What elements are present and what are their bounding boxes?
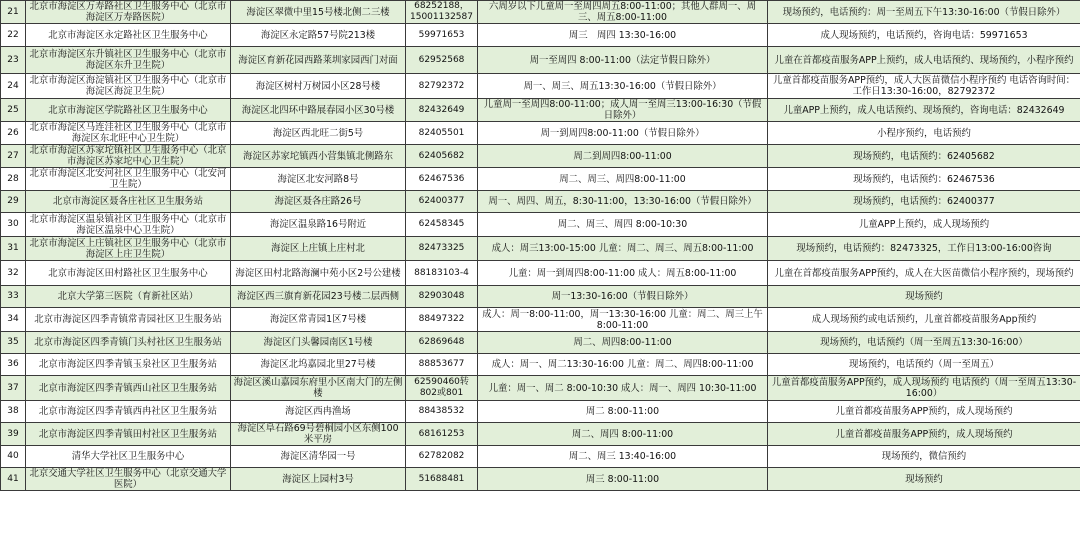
institution-name-cell: 清华大学社区卫生服务中心 [26,446,231,468]
institution-name-cell: 北京市海淀区四季青镇西冉社区卫生服务站 [26,401,231,423]
service-time-cell: 周二、周四 8:00-11:00 [478,423,768,446]
appointment-method-cell: 现场预约 [768,286,1080,308]
phone-cell: 62467536 [406,168,478,191]
institution-name-cell: 北京市海淀区田村路社区卫生服务中心 [26,261,231,286]
institution-name-cell: 北京市海淀区四季青镇门头村社区卫生服务站 [26,332,231,354]
address-cell: 海淀区西北旺二街5号 [231,122,406,145]
address-cell: 海淀区田村北路海澜中苑小区2号公建楼 [231,261,406,286]
institution-name-cell: 北京市海淀区万寿路社区卫生服务中心（北京市海淀区万寿路医院） [26,1,231,24]
table-body [1,1,1080,491]
table-row [1,191,1080,213]
phone-cell: 68161253 [406,423,478,446]
phone-cell: 82432649 [406,99,478,122]
row-number-cell: 40 [1,446,26,468]
institution-name-cell: 北京市海淀区海淀镇社区卫生服务中心（北京市海淀区海淀卫生院） [26,74,231,99]
table-row [1,122,1080,145]
address-cell: 海淀区西三旗育新花园23号楼二层西侧 [231,286,406,308]
phone-cell: 88183103-4 [406,261,478,286]
table-row [1,145,1080,168]
row-number-cell: 33 [1,286,26,308]
phone-cell: 62952568 [406,47,478,74]
service-time-cell: 儿童：周一、周二 8:00-10:30 成人：周一、周四 10:30-11:00 [478,376,768,401]
appointment-method-cell: 现场预约 [768,468,1080,491]
service-time-cell: 周一、周四、周五，8:30-11:00，13:30-16:00（节假日除外） [478,191,768,213]
address-cell: 海淀区育新花园西路莱圳家园西门对面 [231,47,406,74]
table-row [1,376,1080,401]
row-number-cell: 34 [1,308,26,332]
appointment-method-cell: 儿童首都疫苗服务APP预约，成人大医苗微信小程序预约 电话咨询时间：工作日13:30-16:00，82792372 [768,74,1080,99]
row-number-cell: 30 [1,213,26,237]
table-row [1,446,1080,468]
phone-cell: 82473325 [406,237,478,261]
row-number-cell: 29 [1,191,26,213]
appointment-method-cell: 成人现场预约或电话预约，儿童首都疫苗服务App预约 [768,308,1080,332]
appointment-method-cell: 现场预约，电话预约（周一至周五） [768,354,1080,376]
service-time-cell: 儿童周一至周四8:00-11:00；成人周一至周三13:00-16:30（节假日除外） [478,99,768,122]
appointment-method-cell: 儿童首都疫苗服务APP预约，成人现场预约 [768,423,1080,446]
institution-name-cell: 北京市海淀区永定路社区卫生服务中心 [26,24,231,47]
address-cell: 海淀区西冉渔场 [231,401,406,423]
institution-name-cell: 北京市海淀区四季青镇玉泉社区卫生服务站 [26,354,231,376]
row-number-cell: 31 [1,237,26,261]
address-cell: 海淀区常青园1区7号楼 [231,308,406,332]
service-time-cell: 周一13:30-16:00（节假日除外） [478,286,768,308]
row-number-cell: 23 [1,47,26,74]
service-time-cell: 成人：周三13:00-15:00 儿童：周二、周三、周五8:00-11:00 [478,237,768,261]
address-cell: 海淀区树村万树园小区28号楼 [231,74,406,99]
address-cell: 海淀区永定路57号院213楼 [231,24,406,47]
institution-name-cell: 北京市海淀区四季青镇常青园社区卫生服务站 [26,308,231,332]
service-time-cell: 周二、周三、周四 8:00-10:30 [478,213,768,237]
address-cell: 海淀区北坞嘉园北里27号楼 [231,354,406,376]
phone-cell: 62405682 [406,145,478,168]
phone-cell: 62458345 [406,213,478,237]
service-time-cell: 周一、周三、周五13:30-16:00（节假日除外） [478,74,768,99]
phone-cell: 68252188，15001132587 [406,1,478,24]
service-time-cell: 成人：周一8:00-11:00，周一13:30-16:00 儿童：周二、周三上午8:00-11:00 [478,308,768,332]
service-time-cell: 周二、周三、周四8:00-11:00 [478,168,768,191]
service-time-cell: 成人：周一、周二13:30-16:00 儿童：周二、周四8:00-11:00 [478,354,768,376]
row-number-cell: 24 [1,74,26,99]
row-number-cell: 39 [1,423,26,446]
phone-cell: 59971653 [406,24,478,47]
phone-cell: 62782082 [406,446,478,468]
appointment-method-cell: 现场预约，电话预约：82473325，工作日13:00-16:00咨询 [768,237,1080,261]
table-row [1,168,1080,191]
address-cell: 海淀区阜石路69号碧桐园小区东侧100米平房 [231,423,406,446]
row-number-cell: 28 [1,168,26,191]
appointment-method-cell: 儿童首都疫苗服务APP预约，成人现场预约 电话预约（周一至周五13:30-16:00） [768,376,1080,401]
address-cell: 海淀区上园村3号 [231,468,406,491]
institution-name-cell: 北京市海淀区东升镇社区卫生服务中心（北京市海淀区东升卫生院） [26,47,231,74]
appointment-method-cell: 儿童首都疫苗服务APP预约，成人现场预约 [768,401,1080,423]
service-time-cell: 周三 8:00-11:00 [478,468,768,491]
phone-cell: 88497322 [406,308,478,332]
table-row [1,24,1080,47]
row-number-cell: 27 [1,145,26,168]
appointment-method-cell: 现场预约，电话预约：62400377 [768,191,1080,213]
phone-cell: 82405501 [406,122,478,145]
row-number-cell: 25 [1,99,26,122]
row-number-cell: 38 [1,401,26,423]
address-cell: 海淀区北安河路8号 [231,168,406,191]
appointment-method-cell: 现场预约，电话预约：62405682 [768,145,1080,168]
appointment-method-cell: 成人现场预约，电话预约，咨询电话：59971653 [768,24,1080,47]
table-row [1,1,1080,24]
address-cell: 海淀区苏家坨镇西小营集镇北侧路东 [231,145,406,168]
row-number-cell: 37 [1,376,26,401]
address-cell: 海淀区上庄镇上庄村北 [231,237,406,261]
phone-cell: 62590460转802或801 [406,376,478,401]
row-number-cell: 35 [1,332,26,354]
appointment-method-cell: 小程序预约，电话预约 [768,122,1080,145]
appointment-method-cell: 现场预约，电话预约（周一至周五13:30-16:00） [768,332,1080,354]
appointment-method-cell: 现场预约，微信预约 [768,446,1080,468]
institution-name-cell: 北京市海淀区马连洼社区卫生服务中心（北京市海淀区东北旺中心卫生院） [26,122,231,145]
table-row [1,401,1080,423]
institution-name-cell: 北京交通大学社区卫生服务中心（北京交通大学医院） [26,468,231,491]
service-time-cell: 六周岁以下儿童周一至周四周五8:00-11:00；其他人群周一、周三、周五8:00-11:00 [478,1,768,24]
appointment-method-cell: 现场预约，电话预约：周一至周五下午13:30-16:00（节假日除外） [768,1,1080,24]
service-time-cell: 周二 8:00-11:00 [478,401,768,423]
appointment-method-cell: 儿童APP上预约，成人现场预约 [768,213,1080,237]
row-number-cell: 41 [1,468,26,491]
table-row [1,468,1080,491]
institution-name-cell: 北京市海淀区聂各庄社区卫生服务站 [26,191,231,213]
row-number-cell: 22 [1,24,26,47]
table-row [1,74,1080,99]
institution-name-cell: 北京市海淀区四季青镇西山社区卫生服务站 [26,376,231,401]
institution-name-cell: 北京市海淀区温泉镇社区卫生服务中心（北京市海淀区温泉中心卫生院） [26,213,231,237]
phone-cell: 88853677 [406,354,478,376]
service-time-cell: 周一到周四8:00-11:00（节假日除外） [478,122,768,145]
address-cell: 海淀区翠微中里15号楼北侧二三楼 [231,1,406,24]
address-cell: 海淀区北四环中路展春园小区30号楼 [231,99,406,122]
table-row [1,308,1080,332]
table-row [1,261,1080,286]
row-number-cell: 36 [1,354,26,376]
phone-cell: 62869648 [406,332,478,354]
table-row [1,332,1080,354]
institution-name-cell: 北京市海淀区苏家坨镇社区卫生服务中心（北京市海淀区苏家坨中心卫生院） [26,145,231,168]
appointment-method-cell: 儿童APP上预约，成人电话预约、现场预约，咨询电话：82432649 [768,99,1080,122]
phone-cell: 62400377 [406,191,478,213]
service-time-cell: 周三 周四 13:30-16:00 [478,24,768,47]
appointment-method-cell: 现场预约，电话预约：62467536 [768,168,1080,191]
address-cell: 海淀区温泉路16号附近 [231,213,406,237]
institution-name-cell: 北京市海淀区北安河社区卫生服务中心（北安河卫生院） [26,168,231,191]
institution-name-cell: 北京市海淀区上庄镇社区卫生服务中心（北京市海淀区上庄卫生院） [26,237,231,261]
table-row [1,99,1080,122]
appointment-method-cell: 儿童在首都疫苗服务APP上预约，成人电话预约、现场预约，小程序预约 [768,47,1080,74]
table-row [1,213,1080,237]
institution-name-cell: 北京大学第三医院（育新社区站） [26,286,231,308]
service-time-cell: 周二、周四8:00-11:00 [478,332,768,354]
address-cell: 海淀区溪山嘉园东府里小区南大门的左侧楼 [231,376,406,401]
row-number-cell: 32 [1,261,26,286]
row-number-cell: 26 [1,122,26,145]
phone-cell: 88438532 [406,401,478,423]
institution-name-cell: 北京市海淀区学院路社区卫生服务中心 [26,99,231,122]
row-number-cell: 21 [1,1,26,24]
service-time-cell: 周二到周四8:00-11:00 [478,145,768,168]
table-row [1,286,1080,308]
institution-name-cell: 北京市海淀区四季青镇田村社区卫生服务站 [26,423,231,446]
service-time-cell: 周一至周四 8:00-11:00（法定节假日除外） [478,47,768,74]
table-row [1,47,1080,74]
service-time-cell: 周二、周三 13:40-16:00 [478,446,768,468]
table-row [1,237,1080,261]
phone-cell: 82903048 [406,286,478,308]
address-cell: 海淀区清华园一号 [231,446,406,468]
table-row [1,423,1080,446]
appointment-method-cell: 儿童在首都疫苗服务APP预约，成人在大医苗微信小程序预约，现场预约 [768,261,1080,286]
address-cell: 海淀区门头馨园南区1号楼 [231,332,406,354]
phone-cell: 51688481 [406,468,478,491]
table-row [1,354,1080,376]
address-cell: 海淀区聂各庄路26号 [231,191,406,213]
service-time-cell: 儿童：周一到周四8:00-11:00 成人：周五8:00-11:00 [478,261,768,286]
phone-cell: 82792372 [406,74,478,99]
